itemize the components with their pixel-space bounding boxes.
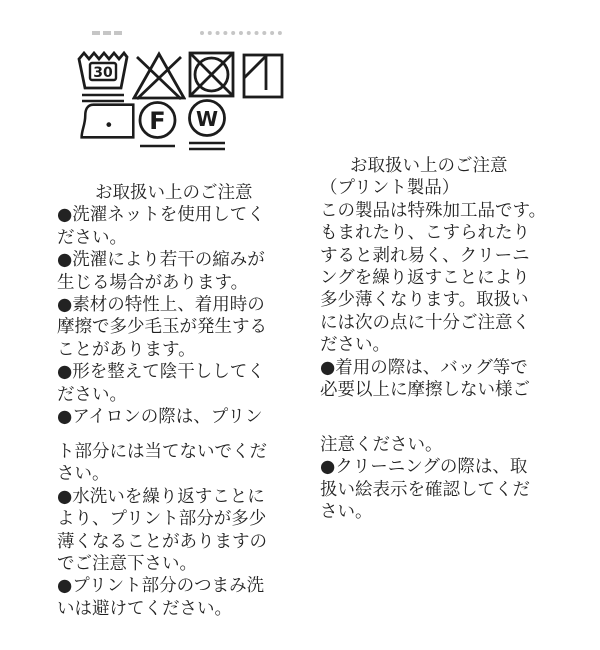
left-care-notes-lines-2 bbox=[57, 441, 267, 620]
text-line: すると剥れ易く、クリーニ bbox=[320, 245, 530, 266]
cropped-text-remnant-right bbox=[200, 31, 282, 35]
text-line: でご注意下さい。 bbox=[57, 553, 197, 574]
text-line: ださい。 bbox=[57, 227, 127, 248]
text-line: 薄くなることがありますの bbox=[57, 531, 267, 552]
text-line: ●素材の特性上、着用時の bbox=[57, 294, 265, 315]
no-tumble-dry-icon bbox=[187, 50, 236, 99]
wet-clean-very-gentle-icon bbox=[186, 97, 228, 151]
text-line: 多少薄くなります。取扱い bbox=[320, 290, 529, 311]
text-line: より、プリント部分が多少 bbox=[57, 509, 267, 530]
text-line: ●洗濯ネットを使用してく bbox=[57, 205, 265, 226]
text-line: 摩擦で多少毛玉が発生する bbox=[57, 317, 267, 338]
text-line: 必要以上に摩擦しない様ご bbox=[320, 379, 530, 400]
cropped-text-remnant-left bbox=[92, 31, 122, 35]
text-line: いは避けてください。 bbox=[57, 598, 232, 619]
left-column-title: お取扱い上のご注意 bbox=[95, 183, 253, 203]
text-line: ●形を整えて陰干ししてく bbox=[57, 362, 265, 383]
left-care-notes-block-1 bbox=[57, 182, 267, 428]
text-line: もまれたり、こすられたり bbox=[320, 223, 530, 244]
text-line: 扱い絵表示を確認してくだ bbox=[320, 479, 530, 500]
text-line: ト部分には当てないでくだ bbox=[57, 442, 267, 462]
right-column-title: お取扱い上のご注意 bbox=[350, 156, 508, 176]
dryclean-petroleum-gentle-icon bbox=[137, 99, 178, 149]
no-bleach-icon bbox=[132, 51, 186, 101]
text-line: ●洗濯により若干の縮みが bbox=[57, 250, 265, 271]
left-care-notes-lines-1 bbox=[57, 204, 267, 428]
text-line: には次の点に十分ご注意く bbox=[320, 312, 530, 333]
wetclean-letter: W bbox=[195, 107, 219, 131]
right-care-notes-block-2 bbox=[320, 434, 530, 524]
text-line: 注意ください。 bbox=[320, 435, 443, 455]
left-care-notes-block-2 bbox=[57, 441, 267, 620]
text-line: ●着用の際は、バッグ等で bbox=[320, 357, 528, 378]
text-line: ださい。 bbox=[320, 335, 390, 356]
text-line: 生じる場合があります。 bbox=[57, 272, 249, 293]
dryclean-letter: F bbox=[149, 107, 166, 135]
right-care-notes-block-1 bbox=[320, 155, 546, 401]
right-care-notes-lines-2 bbox=[320, 434, 530, 524]
text-line: ●水洗いを繰り返すことに bbox=[57, 486, 265, 507]
iron-low-temperature-icon bbox=[78, 100, 136, 142]
right-care-notes-lines-1 bbox=[320, 200, 546, 402]
text-line: ●クリーニングの際は、取 bbox=[320, 457, 528, 478]
text-line: さい。 bbox=[320, 502, 373, 523]
text-line: ●プリント部分のつまみ洗 bbox=[57, 576, 265, 597]
wash-temperature-label: 30 bbox=[93, 65, 113, 81]
text-line: ださい。 bbox=[57, 384, 127, 405]
hang-dry-in-shade-icon bbox=[241, 52, 285, 100]
text-line: この製品は特殊加工品です。 bbox=[320, 200, 547, 221]
text-line: ングを繰り返すことにより bbox=[320, 267, 530, 288]
text-line: ことがあります。 bbox=[57, 339, 196, 360]
text-line: さい。 bbox=[57, 464, 110, 485]
text-line: ●アイロンの際は、プリン bbox=[57, 406, 263, 427]
right-column-subtitle: （プリント製品） bbox=[320, 178, 460, 199]
wash-30-very-gentle-icon bbox=[76, 46, 130, 106]
